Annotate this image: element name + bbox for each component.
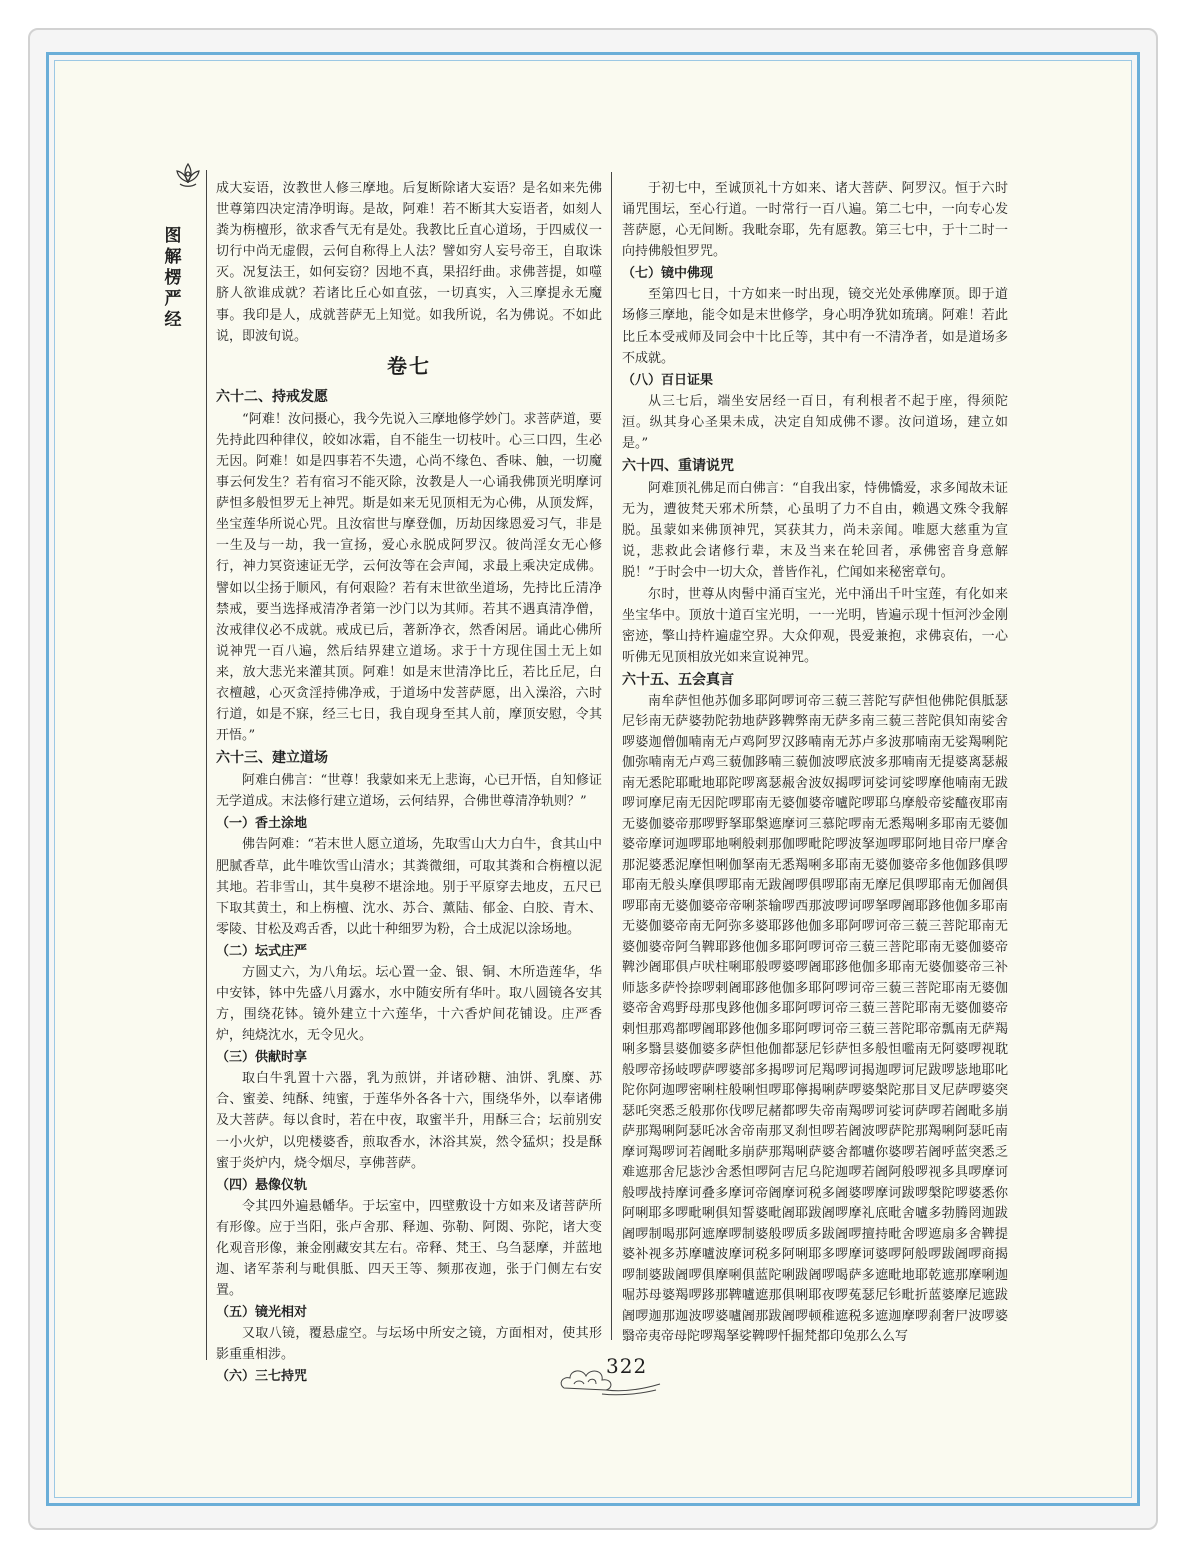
section-heading: 六十二、持戒发愿 [216, 388, 328, 405]
subsection-heading: （五）镜光相对 [216, 1305, 308, 1321]
left-column [216, 178, 602, 1387]
subsection-text: 令其四外遍悬幡华。于坛室中，四壁敷设十方如来及诸菩萨所有形像。应于当阳，张卢舍那、释迦、弥勒、阿閦、弥陀，诸大变化观音形像，兼金刚藏安其左右。帝释、梵王、乌刍瑟摩，并蓝地迦、诸军荼利与毗俱胝、四天王等、频那夜迦，张于门侧左右安置。 [216, 1198, 602, 1299]
subsection-heading: （八）百日证果 [622, 372, 714, 388]
subsection-heading: （四）悬像仪轨 [216, 1177, 308, 1193]
section-paragraph: 阿难顶礼佛足而白佛言：“自我出家，恃佛憍爱，求多闻故未证无为，遭彼梵天邪术所禁，心虽明了力不自由，赖遇文殊令我解脱。虽蒙如来佛顶神咒，冥获其力，尚未亲闻。唯愿大慈重为宣说，悲救此会诸修行辈，末及当来在轮回者，承佛密音身意解脱！”于时会中一切大众，普皆作礼，伫闻如来秘密章句。 [622, 481, 1008, 581]
chapter-title: 卷七 [387, 353, 431, 378]
subsection-text: 至第四七日，十方如来一时出现，镜交光处承佛摩顶。即于道场修三摩地，能令如是末世修学，身心明净犹如琉璃。阿难！若此比丘本受戒师及同会中十比丘等，其中有一不清净者，如是道场多不成就。 [622, 287, 1008, 366]
side-title-char: 解 [164, 247, 182, 267]
subsection-heading: （二）坛式庄严 [216, 943, 308, 959]
section-paragraph: “阿难！汝问摄心，我今先说入三摩地修学妙门。求菩萨道，要先持此四种律仪，皎如冰霜，自不能生一切枝叶。心三口四，生必无因。阿难！如是四事若不失遗，心尚不缘色、香味、触，一切魔事云何发生？若有宿习不能灭除，汝教是人一心诵我佛顶光明摩诃萨怛多般怛罗无上神咒。斯是如来无见顶相无为心佛，从顶发辉，坐宝莲华所说心咒。且汝宿世与摩登伽，历劫因缘恩爱习气，非是一生及与一劫，我一宣扬，爱心永脱成阿罗汉。彼尚淫女无心修行，神力冥资速证无学，云何汝等在会声闻，求最上乘决定成佛。譬如以尘扬于顺风，有何艰险？若有末世欲坐道场，先持比丘清净禁戒，要当选择戒清净者第一沙门以为其师。若其不遇真清净僧，汝戒律仪必不成就。戒成已后，著新净衣，然香闲居。诵此心佛所说神咒一百八遍，然后结界建立道场。求于十方现住国土无上如来，放大悲光来灌其顶。阿难！如是末世清净比丘，若比丘尼，白衣檀越，心灭贪淫持佛净戒，于道场中发菩萨愿，出入澡浴，六时行道，如是不寐，经三七日，我自现身至其人前，摩顶安慰，令其开悟。” [216, 411, 602, 744]
subsection-heading: （一）香土涂地 [216, 816, 308, 832]
section-paragraph: 尔时，世尊从肉髻中涌百宝光，光中涌出千叶宝莲，有化如来坐宝华中。顶放十道百宝光明，一一光明，皆遍示现十恒河沙金刚密迹，擎山持杵遍虚空界。大众仰观，畏爱兼抱，求佛哀佑，一心听佛无见顶相放光如来宣说神咒。 [622, 586, 1008, 665]
section-heading: 六十三、建立道场 [216, 750, 328, 767]
section-heading: 六十四、重请说咒 [622, 458, 734, 475]
lotus-ornament-icon [174, 160, 202, 190]
subsection-text: 方圆丈六，为八角坛。坛心置一金、银、铜、木所造莲华，华中安钵，钵中先盛八月露水，水中随安所有华叶。取八圆镜各安其方，围绕花钵。镜外建立十六莲华，十六香炉间花铺设。庄严香炉，纯烧沈水，无令见火。 [216, 964, 602, 1044]
section-paragraph: 阿难白佛言：“世尊！我蒙如来无上悲诲，心已开悟，自知修证无学道成。末法修行建立道场，云何结界，合佛世尊清净轨则？” [216, 773, 602, 810]
opening-paragraph: 成大妄语，汝教世人修三摩地。后复断除诸大妄语？是名如来先佛世尊第四决定清净明诲。是故，阿难！若不断其大妄语者，如刻人粪为栴檀形，欲求香气无有是处。我教比丘直心道场，于四威仪一切行中尚无虚假，云何自称得上人法？譬如穷人妄号帝王，自取诛灭。况复法王，如何妄窃？因地不真，果招纡曲。求佛菩提，如噬脐人欲谁成就？若诸比丘心如直弦，一切真实，入三摩提永无魔事。我印是人，成就菩萨无上知觉。如我所说，名为佛说。不如此说，即波旬说。 [216, 181, 602, 344]
subsection-text: 佛告阿难：“若末世人愿立道场，先取雪山大力白牛，食其山中肥腻香草，此牛唯饮雪山清水；其粪微细，可取其粪和合栴檀以泥其地。若非雪山，其牛臭秽不堪涂地。别于平原穿去地皮，五尺已下取其黄土，和上栴檀、沈水、苏合、薰陆、郁金、白胶、青木、零陵、甘松及鸡舌香，以此十种细罗为粉，合土成泥以涂场地。 [216, 837, 602, 937]
subsection-text: 取白牛乳置十六器，乳为煎饼，并诸砂糖、油饼、乳糜、苏合、蜜姜、纯酥、纯蜜，于莲华外各各十六，围绕华外，以奉诸佛及大菩萨。每以食时，若在中夜，取蜜半升，用酥三合；坛前别安一小火炉，以兜楼婆香，煎取香水，沐浴其炭，然令猛炽；投是酥蜜于炎炉内，烧令烟尽，享佛菩萨。 [216, 1071, 602, 1171]
continuation-paragraph: 于初七中，至诚顶礼十方如来、诸大菩萨、阿罗汉。恒于六时诵咒围坛，至心行道。一时常行一百八遍。第二七中，一向专心发菩萨愿，心无间断。我毗奈耶，先有愿教。第三七中，于十二时一向持佛般怛罗咒。 [622, 181, 1008, 260]
right-column [622, 178, 1008, 1348]
side-title-char: 经 [164, 310, 182, 330]
page-number: 322 [606, 1354, 648, 1378]
column-divider [611, 172, 612, 1340]
side-book-title [160, 226, 186, 331]
side-title-char: 严 [164, 289, 182, 309]
subsection-heading: （六）三七持咒 [216, 1369, 308, 1385]
subsection-heading: （三）供献时享 [216, 1050, 308, 1066]
side-title-char: 图 [164, 226, 182, 246]
side-title-char: 楞 [164, 268, 182, 288]
side-vertical-rule [206, 170, 207, 1360]
subsection-text: 又取八镜，覆悬虚空。与坛场中所安之镜，方面相对，使其形影重重相涉。 [216, 1326, 602, 1363]
subsection-heading: （七）镜中佛现 [622, 266, 714, 282]
mantra-text: 南牟萨怛他苏伽多耶阿啰诃帝三藐三菩陀写萨怛他佛陀俱胝瑟尼钐南无萨婆勃陀勃地萨跢鞞弊南无萨多南三藐三菩陀俱知南娑舍啰婆迦僧伽喃南无卢鸡阿罗汉跢喃南无苏卢多波那喃南无娑羯唎陀伽弥喃南无卢鸡三藐伽跢喃三藐伽波啰底波多那喃南无提婆离瑟赧南无悉陀耶毗地耶陀啰离瑟赧舍波奴揭啰诃娑诃娑啰摩他喃南无跋啰诃摩尼南无因陀啰耶南无婆伽婆帝嚧陀啰耶乌摩般帝娑醯夜耶南无婆伽婆帝那啰野拏耶槃遮摩诃三慕陀啰南无悉羯唎多耶南无婆伽婆帝摩诃迦啰耶地唎般剌那伽啰毗陀啰波拏迦啰耶阿地目帝尸摩舍那泥婆悉泥摩怛唎伽拏南无悉羯唎多耶南无婆伽婆帝多他伽跢俱啰耶南无般头摩俱啰耶南无跋阇啰俱啰耶南无摩尼俱啰耶南无伽阇俱啰耶南无婆伽婆帝帝唎茶输啰西那波啰诃啰拏啰阇耶跢他伽多耶南无婆伽婆帝南无阿弥多婆耶跢他伽多耶阿啰诃帝三藐三菩陀耶南无婆伽婆帝阿刍鞞耶跢他伽多耶阿啰诃帝三藐三菩陀耶南无婆伽婆帝鞞沙阇耶俱卢吠柱唎耶般啰婆啰阇耶跢他伽多耶南无婆伽婆帝三补师毖多萨怜捺啰剌阇耶跢他伽多耶阿啰诃帝三藐三菩陀耶南无婆伽婆帝舍鸡野母那曳跢他伽多耶阿啰诃帝三藐三菩陀耶南无婆伽婆帝剌怛那鸡都啰阇耶跢他伽多耶阿啰诃帝三藐三菩陀耶帝瓢南无萨羯唎多翳昙婆伽婆多萨怛他伽都瑟尼钐萨怛多般怛嚂南无阿婆啰视耽般啰帝扬岐啰萨啰婆部多揭啰诃尼羯啰诃揭迦啰诃尼跋啰毖地耶叱陀你阿迦啰密唎柱般唎怛啰耶儜揭唎萨啰婆槃陀那目叉尼萨啰婆突瑟吒突悉乏般那你伐啰尼赭都啰失帝南羯啰诃娑诃萨啰若阇毗多崩萨那羯唎阿瑟吒冰舍帝南那叉刹怛啰若阇波啰萨陀那羯唎阿瑟吒南摩诃羯啰诃若阇毗多崩萨那羯唎萨婆舍都嚧你婆啰若阇呼蓝突悉乏难遮那舍尼毖沙舍悉怛啰阿吉尼乌陀迦啰若阇阿般啰视多具啰摩诃般啰战持摩诃叠多摩诃帝阇摩诃税多阇婆啰摩诃跋啰槃陀啰婆悉你阿唎耶多啰毗唎俱知誓婆毗阇耶跋阇啰摩礼底毗舍嚧多勃腾罔迦跋阇啰制喝那阿遮摩啰制婆般啰质多跋阇啰擅持毗舍啰遮扇多舍鞞提婆补视多苏摩嚧波摩诃税多阿唎耶多啰摩诃婆啰阿般啰跋阇啰商揭啰制婆跋阇啰俱摩唎俱蓝陀唎跋阇啰喝萨多遮毗地耶乾遮那摩唎迦啒苏母婆羯啰跢那鞞嚧遮那俱唎耶夜啰菟瑟尼钐毗折蓝婆摩尼遮跋阇啰迦那迦波啰婆嚧阇那跋阇啰顿稚遮税多遮迦摩啰刹奢尸波啰婆翳帝夷帝母陀啰羯拏娑鞞啰忏掘梵都印兔那么么写 [622, 693, 1008, 1345]
subsection-text: 从三七后，端坐安居经一百日，有利根者不起于座，得须陀洹。纵其身心圣果未成，决定自知成佛不谬。汝问道场，建立如是。” [622, 393, 1008, 451]
section-heading: 六十五、五会真言 [622, 671, 734, 688]
